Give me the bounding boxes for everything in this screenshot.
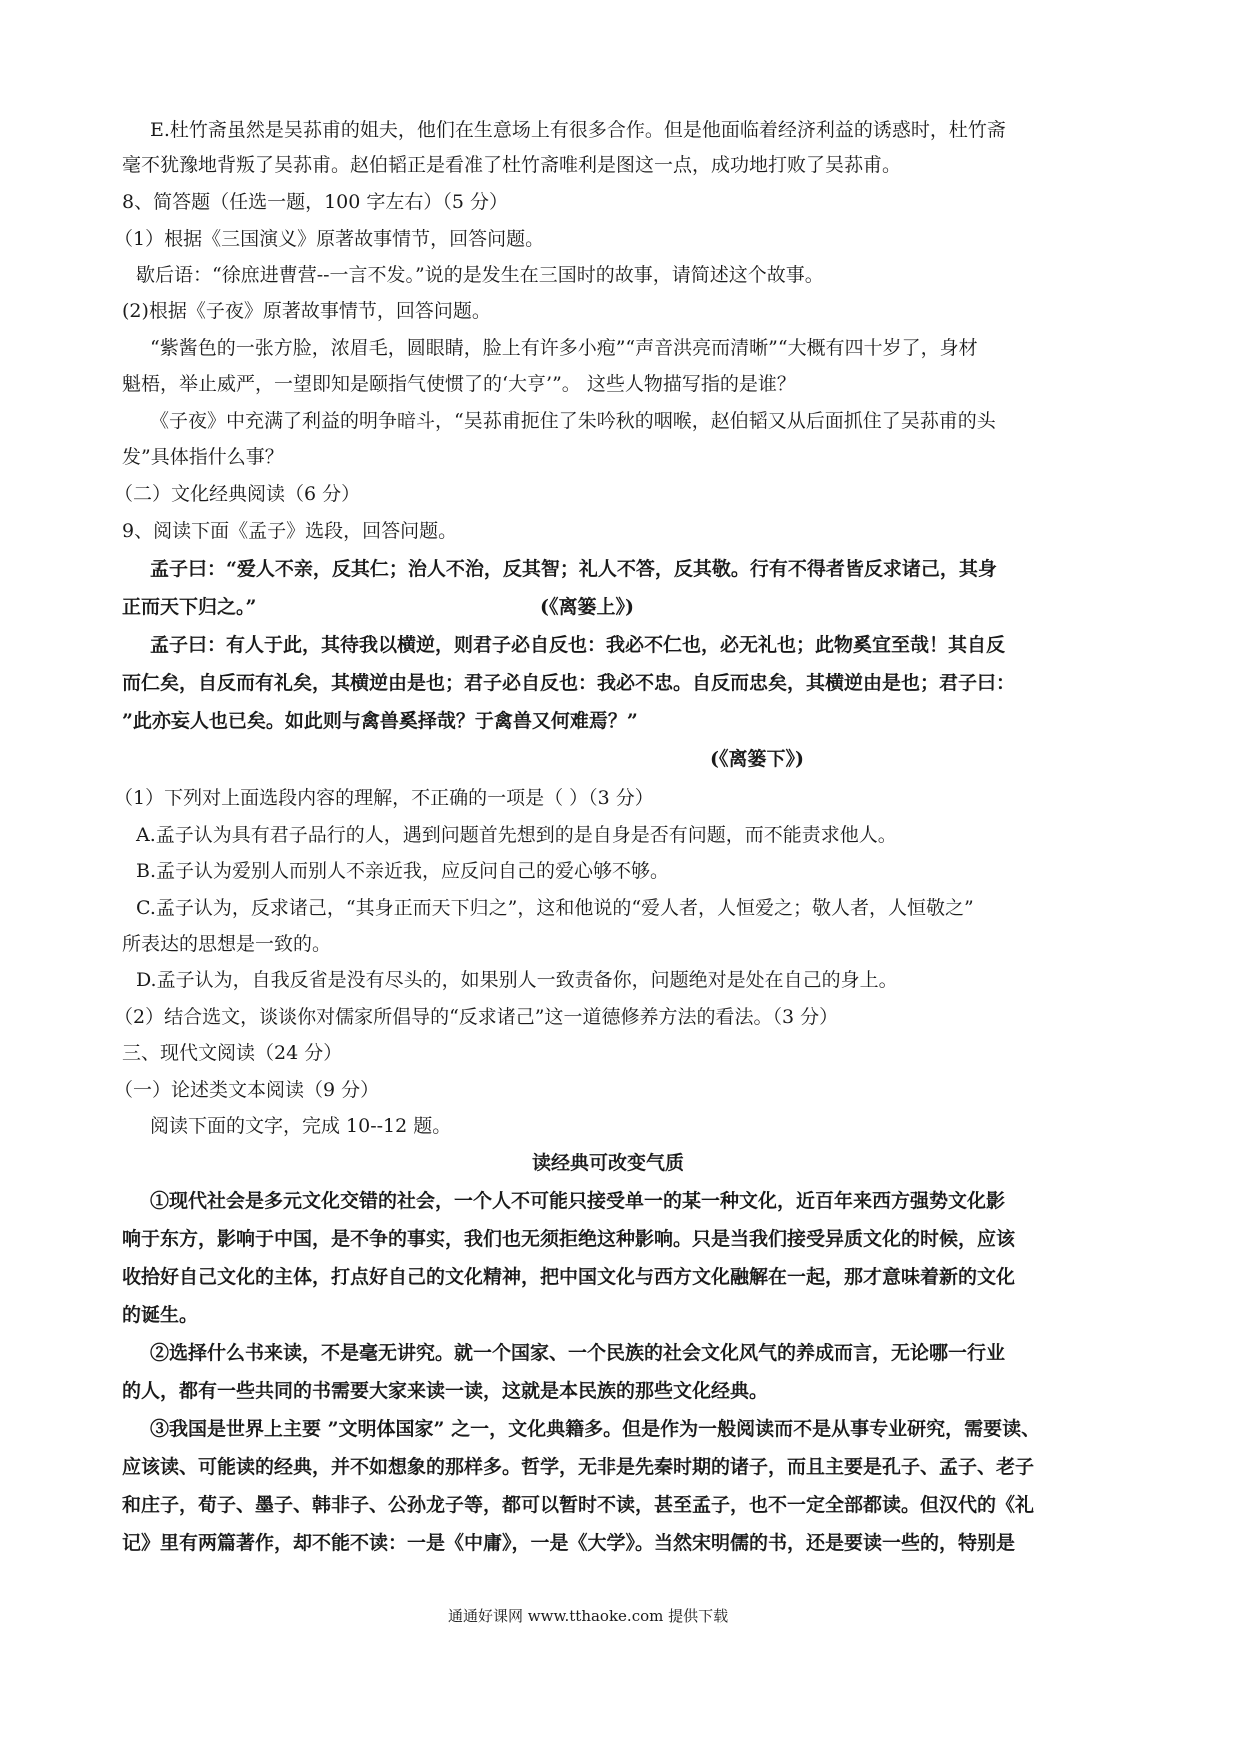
essay-p2-line1: ②选择什么书来读，不是毫无讲究。就一个国家、一个民族的社会文化风气的养成而言，无论哪一行业	[150, 1342, 1006, 1364]
page-footer: 通通好课网 www.tthaoke.com 提供下载	[448, 1607, 729, 1625]
section3-part1: （一）论述类文本阅读（9 分）	[114, 1079, 380, 1101]
section3-instruction: 阅读下面的文字，完成 10--12 题。	[150, 1115, 452, 1137]
essay-p3-line2: 应该读、可能读的经典，并不如想象的那样多。哲学，无非是先秦时期的诸子，而且主要是孔子、孟子、老子	[122, 1456, 1035, 1478]
q9-heading: 9、阅读下面《孟子》选段，回答问题。	[122, 520, 458, 542]
q7-option-e-line2: 毫不犹豫地背叛了吴荪甫。赵伯韬正是看准了杜竹斋唯利是图这一点，成功地打败了吴荪甫。	[122, 154, 902, 176]
q9-option-c-line2: 所表达的思想是一致的。	[122, 933, 332, 955]
q8-sub1: （1）根据《三国演义》原著故事情节，回答问题。	[114, 228, 545, 250]
q9-option-a: A.孟子认为具有君子品行的人，遇到问题首先想到的是自身是否有问题，而不能责求他人。	[136, 824, 897, 846]
essay-p2-line2: 的人，都有一些共同的书需要大家来读一读，这就是本民族的那些文化经典。	[122, 1380, 769, 1402]
q9-passage1-line2: 正而天下归之。”	[122, 596, 257, 618]
q8-sub2-question-line2: 发”具体指什么事？	[122, 446, 284, 468]
q9-option-d: D.孟子认为，自我反省是没有尽头的，如果别人一致责备你，问题绝对是处在自己的身上。	[136, 969, 898, 991]
q8-sub2: (2)根据《子夜》原著故事情节，回答问题。	[122, 300, 491, 322]
q9-option-c-line1: C.孟子认为，反求诸己，“其身正而天下归之”，这和他说的“爱人者，人恒爱之；敬人者，人恒敬之”	[136, 897, 974, 919]
essay-p1-line2: 响于东方，影响于中国，是不争的事实，我们也无须拒绝这种影响。只是当我们接受异质文化的时候，应该	[122, 1228, 1016, 1250]
essay-p1-line1: ①现代社会是多元文化交错的社会，一个人不可能只接受单一的某一种文化，近百年来西方强势文化影	[150, 1190, 1006, 1212]
essay-p1-line4: 的诞生。	[122, 1304, 199, 1326]
q8-sub2-question-line1: 《子夜》中充满了利益的明争暗斗，“吴荪甫扼住了朱吟秋的咽喉，赵伯韬又从后面抓住了吴荪甫的头	[150, 410, 996, 432]
q7-option-e-line1: E.杜竹斋虽然是吴荪甫的姐夫，他们在生意场上有很多合作。但是他面临着经济利益的诱惑时，杜竹斋	[150, 119, 1006, 141]
q8-sub2-desc-line1: “紫酱色的一张方脸，浓眉毛，圆眼睛，脸上有许多小疱”“声音洪亮而清晰”“大概有四十岁了，身材	[150, 337, 978, 359]
q9-passage1-source: (《离篓上》)	[540, 596, 634, 618]
essay-p3-line1: ③我国是世界上主要 ”文明体国家” 之一，文化典籍多。但是作为一般阅读而不是从事专业研究，需要读、	[150, 1418, 1041, 1440]
section2-heading: （二）文化经典阅读（6 分）	[114, 483, 361, 505]
q9-option-b: B.孟子认为爱别人而别人不亲近我，应反问自己的爱心够不够。	[136, 860, 670, 882]
q9-sub2: （2）结合选文，谈谈你对儒家所倡导的“反求诸己”这一道德修养方法的看法。（3 分）	[114, 1006, 839, 1028]
q8-heading: 8、简答题（任选一题，100 字左右）（5 分）	[122, 191, 509, 213]
essay-p1-line3: 收拾好自己文化的主体，打点好自己的文化精神，把中国文化与西方文化融解在一起，那才意味着新的文化	[122, 1266, 1016, 1288]
q8-sub2-desc-line2: 魁梧，举止威严，一望即知是颐指气使惯了的‘大亨’”。 这些人物描写指的是谁？	[122, 373, 796, 395]
section3-heading: 三、现代文阅读（24 分）	[122, 1042, 343, 1064]
q8-sub1-text: 歇后语：“徐庶进曹营--一言不发。”说的是发生在三国时的故事，请简述这个故事。	[136, 264, 824, 286]
essay-p3-line4: 记》里有两篇著作，却不能不读：一是《中庸》，一是《大学》。当然宋明儒的书，还是要读一些的，特别是	[122, 1532, 1016, 1554]
q9-passage2-source: (《离篓下》)	[710, 748, 804, 770]
essay-p3-line3: 和庄子，荀子、墨子、韩非子、公孙龙子等，都可以暂时不读，甚至孟子，也不一定全部都读。但汉代的《礼	[122, 1494, 1035, 1516]
essay-title: 读经典可改变气质	[532, 1152, 685, 1174]
q9-passage1-line1: 孟子曰：“爱人不亲，反其仁；治人不治，反其智；礼人不答，反其敬。行有不得者皆反求诸己，其身	[150, 558, 997, 580]
q9-passage2-line1: 孟子曰：有人于此，其待我以横逆，则君子必自反也：我必不仁也，必无礼也；此物奚宜至哉！其自反	[150, 634, 1006, 656]
q9-passage2-line3: ”此亦妄人也已矣。如此则与禽兽奚择哉？于禽兽又何难焉？”	[122, 710, 638, 732]
q9-passage2-line2: 而仁矣，自反而有礼矣，其横逆由是也；君子必自反也：我必不忠。自反而忠矣，其横逆由是也；君子曰：	[122, 672, 1016, 694]
q9-sub1: （1）下列对上面选段内容的理解，不正确的一项是（ ）（3 分）	[114, 787, 654, 809]
